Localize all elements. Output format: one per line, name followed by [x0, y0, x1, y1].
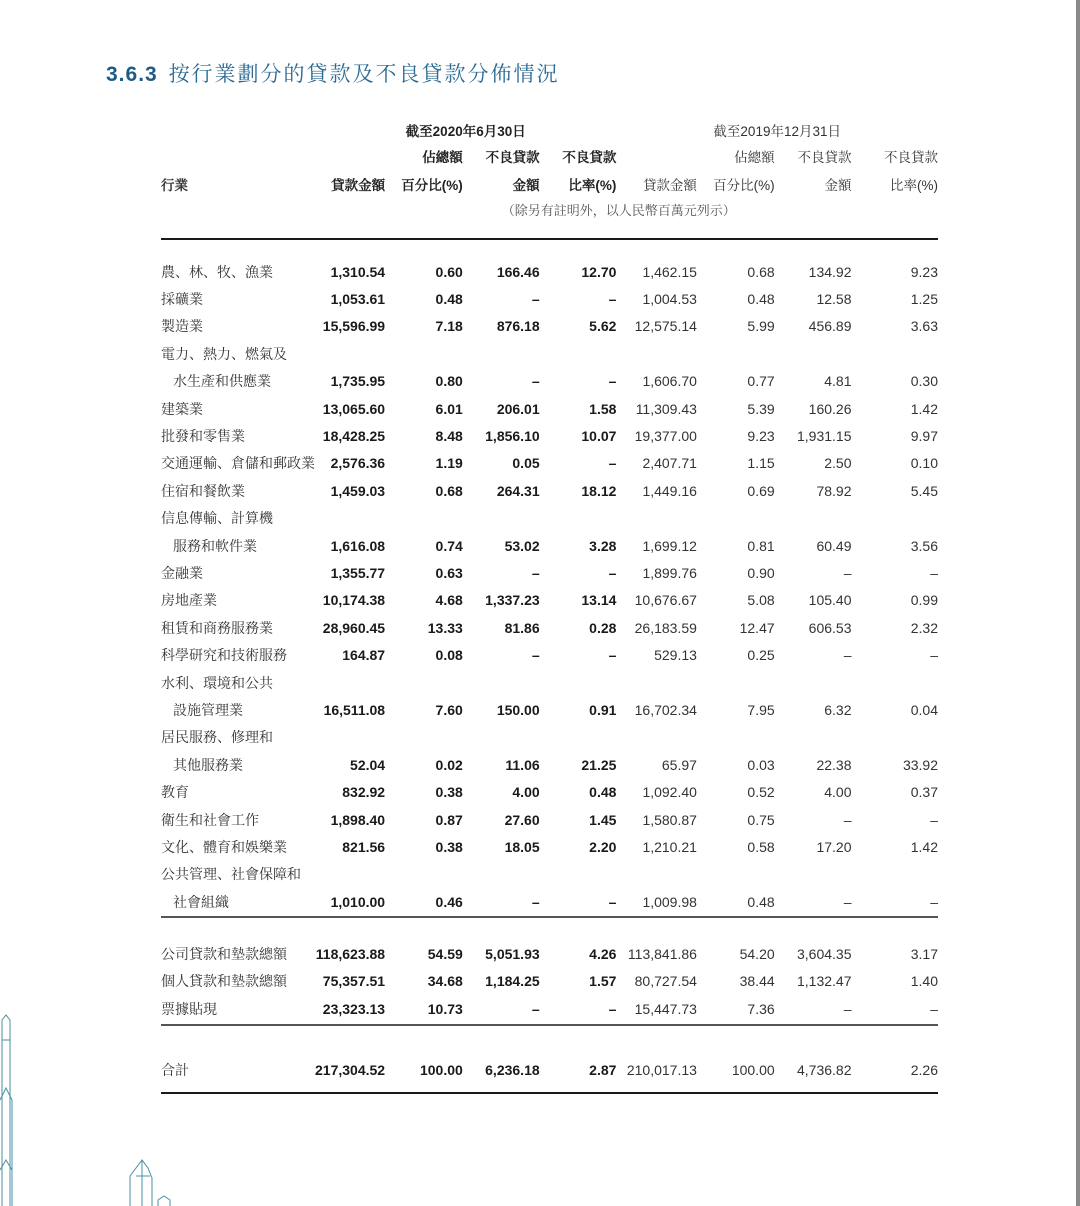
- current-pct-of-total: 0.80: [435, 373, 463, 390]
- previous-npl-ratio: 1.42: [910, 838, 938, 855]
- previous-npl-ratio: 3.17: [910, 946, 938, 963]
- table-row-label-line: [161, 861, 938, 888]
- previous-pct-of-total: 54.20: [739, 946, 775, 963]
- previous-npl-ratio: 0.37: [910, 784, 938, 801]
- current-pct-of-total: 0.74: [435, 537, 463, 554]
- current-npl-amount: 4.00: [512, 784, 540, 801]
- table-row: [161, 285, 938, 312]
- current-npl-ratio: 4.26: [589, 946, 617, 963]
- table-row: [161, 313, 938, 340]
- previous-npl-ratio: –: [930, 647, 938, 664]
- header-npl-ratio-line2-prev: 比率(%): [890, 178, 938, 193]
- previous-npl-ratio: 9.97: [910, 428, 938, 445]
- industry-label: 建築業: [161, 400, 203, 417]
- header-npl-amount-line2-prev: 金額: [824, 178, 852, 193]
- previous-npl-ratio: 0.30: [910, 373, 938, 390]
- table-row: [161, 751, 938, 778]
- previous-pct-of-total: 100.00: [731, 1061, 775, 1078]
- industry-label: 設施管理業: [173, 701, 243, 718]
- previous-loan-amount: 65.97: [661, 756, 697, 773]
- previous-pct-of-total: 0.25: [747, 647, 775, 664]
- industry-label: 科學研究和技術服務: [161, 647, 287, 664]
- current-loan-amount: 10,174.38: [322, 592, 386, 609]
- current-loan-amount: 1,616.08: [330, 537, 386, 554]
- current-npl-amount: 18.05: [504, 838, 540, 855]
- industry-label: 批發和零售業: [161, 428, 245, 445]
- current-pct-of-total: 0.63: [435, 564, 463, 581]
- table-row: [161, 395, 938, 422]
- current-loan-amount: 28,960.45: [322, 619, 386, 636]
- previous-npl-amount: 3,604.35: [797, 946, 852, 963]
- previous-npl-amount: 2.50: [824, 455, 852, 472]
- current-npl-ratio: 0.91: [589, 701, 617, 718]
- previous-pct-of-total: 0.48: [747, 291, 775, 308]
- current-loan-amount: 118,623.88: [315, 946, 386, 963]
- industry-label: 租賃和商務服務業: [161, 619, 273, 636]
- previous-npl-amount: 6.32: [824, 701, 852, 718]
- previous-npl-amount: –: [843, 647, 852, 664]
- previous-pct-of-total: 0.81: [747, 537, 775, 554]
- current-npl-amount: 150.00: [496, 701, 540, 718]
- table-row: [161, 833, 938, 860]
- current-npl-ratio: –: [608, 1000, 617, 1017]
- previous-loan-amount: 210,017.13: [626, 1061, 697, 1078]
- table-row: [161, 1056, 938, 1084]
- industry-label: 文化、體育和娛樂業: [161, 838, 287, 855]
- previous-loan-amount: 16,702.34: [634, 701, 697, 718]
- current-pct-of-total: 7.18: [435, 318, 463, 335]
- current-npl-ratio: 2.20: [589, 838, 617, 855]
- current-npl-amount: 6,236.18: [485, 1061, 540, 1078]
- previous-loan-amount: 113,841.86: [627, 946, 697, 963]
- previous-npl-amount: 160.26: [808, 400, 852, 417]
- table-row: [161, 532, 938, 559]
- header-pct-line1: 佔總額: [422, 150, 463, 165]
- section-gap: [161, 917, 938, 940]
- current-npl-ratio: 0.28: [589, 619, 617, 636]
- previous-loan-amount: 19,377.00: [634, 428, 697, 445]
- industry-label: 合計: [161, 1061, 189, 1078]
- current-loan-amount: 2,576.36: [330, 455, 386, 472]
- industry-loan-table: [161, 118, 938, 1094]
- current-pct-of-total: 0.38: [435, 838, 463, 855]
- industry-label: 居民服務、修理和: [161, 729, 273, 746]
- industry-label: 社會組織: [173, 893, 229, 910]
- previous-loan-amount: 12,575.14: [634, 318, 697, 335]
- previous-pct-of-total: 1.15: [747, 455, 775, 472]
- previous-pct-of-total: 7.36: [747, 1000, 775, 1017]
- previous-npl-amount: 1,931.15: [797, 428, 852, 445]
- current-npl-ratio: 1.58: [589, 400, 617, 417]
- industry-label: 教育: [161, 784, 189, 801]
- header-npl-amount-line1-prev: 不良貸款: [797, 150, 852, 165]
- previous-npl-amount: 105.40: [808, 592, 852, 609]
- current-loan-amount: 832.92: [342, 784, 386, 801]
- current-pct-of-total: 0.48: [435, 291, 463, 308]
- previous-pct-of-total: 7.95: [747, 701, 775, 718]
- previous-npl-ratio: 9.23: [910, 263, 938, 280]
- previous-pct-of-total: 5.08: [747, 592, 775, 609]
- previous-pct-of-total: 0.52: [747, 784, 775, 801]
- section-number: 3.6.3: [106, 63, 158, 86]
- current-pct-of-total: 0.46: [435, 893, 463, 910]
- previous-npl-amount: 606.53: [808, 619, 852, 636]
- previous-pct-of-total: 0.68: [747, 263, 775, 280]
- table-row: [161, 641, 938, 668]
- current-pct-of-total: 0.68: [435, 482, 463, 499]
- period-previous: 截至2019年12月31日: [713, 124, 841, 139]
- industry-label: 個人貸款和墊款總額: [161, 973, 287, 990]
- previous-pct-of-total: 0.58: [747, 838, 775, 855]
- previous-npl-amount: –: [843, 564, 852, 581]
- current-pct-of-total: 8.48: [435, 428, 463, 445]
- current-npl-ratio: 2.87: [589, 1061, 617, 1078]
- header-npl-ratio-line1: 不良貸款: [562, 150, 617, 165]
- current-loan-amount: 821.56: [342, 838, 386, 855]
- previous-npl-ratio: 0.10: [910, 455, 938, 472]
- current-npl-ratio: –: [608, 893, 617, 910]
- table-row: [161, 559, 938, 586]
- previous-pct-of-total: 12.47: [739, 619, 775, 636]
- previous-loan-amount: 1,580.87: [642, 811, 697, 828]
- previous-npl-amount: 78.92: [816, 482, 852, 499]
- table-row-label-line: [161, 340, 938, 367]
- industry-label: 公司貸款和墊款總額: [161, 946, 287, 963]
- industry-label: 其他服務業: [173, 756, 243, 773]
- previous-loan-amount: 1,449.16: [642, 482, 697, 499]
- current-loan-amount: 16,511.08: [323, 701, 386, 718]
- previous-loan-amount: 1,092.40: [642, 784, 697, 801]
- previous-pct-of-total: 0.77: [747, 373, 775, 390]
- previous-npl-ratio: 1.25: [910, 291, 938, 308]
- previous-npl-ratio: 3.56: [910, 537, 938, 554]
- previous-loan-amount: 1,606.70: [642, 373, 697, 390]
- previous-npl-amount: –: [843, 893, 852, 910]
- previous-npl-ratio: 33.92: [902, 756, 938, 773]
- current-pct-of-total: 10.73: [427, 1000, 463, 1017]
- table-row-label-line: [161, 724, 938, 751]
- current-pct-of-total: 4.68: [435, 592, 463, 609]
- previous-npl-ratio: 1.42: [910, 400, 938, 417]
- previous-pct-of-total: 0.75: [747, 811, 775, 828]
- current-npl-ratio: 13.14: [581, 592, 617, 609]
- header-industry: 行業: [161, 178, 188, 193]
- previous-pct-of-total: 0.69: [747, 482, 775, 499]
- industry-label: 農、林、牧、漁業: [161, 263, 273, 280]
- previous-pct-of-total: 38.44: [739, 973, 775, 990]
- current-npl-ratio: 1.45: [589, 811, 617, 828]
- table-row: [161, 968, 938, 995]
- current-npl-ratio: 3.28: [589, 537, 617, 554]
- previous-pct-of-total: 0.03: [747, 756, 775, 773]
- previous-loan-amount: 529.13: [654, 647, 697, 664]
- table-body: [161, 239, 938, 1093]
- current-pct-of-total: 54.59: [427, 946, 463, 963]
- current-npl-ratio: –: [608, 564, 617, 581]
- header-loan-amount-prev: 貸款金額: [642, 178, 697, 193]
- current-npl-ratio: –: [608, 647, 617, 664]
- industry-label: 製造業: [161, 318, 203, 335]
- previous-loan-amount: 1,462.15: [642, 263, 697, 280]
- current-npl-amount: –: [531, 1000, 540, 1017]
- current-npl-amount: 11.06: [505, 756, 540, 773]
- current-loan-amount: 164.87: [342, 647, 386, 664]
- previous-loan-amount: 1,009.98: [642, 893, 697, 910]
- industry-label: 水利、環境和公共: [161, 674, 273, 691]
- header-loan-amount: 貸款金額: [331, 178, 386, 193]
- previous-pct-of-total: 5.39: [747, 400, 775, 417]
- previous-pct-of-total: 0.48: [747, 893, 775, 910]
- current-npl-amount: –: [531, 647, 540, 664]
- current-npl-ratio: –: [608, 455, 617, 472]
- industry-label: 電力、熱力、燃氣及: [161, 345, 287, 362]
- table-row: [161, 368, 938, 395]
- current-npl-amount: –: [531, 291, 540, 308]
- previous-npl-amount: 4.00: [824, 784, 852, 801]
- current-loan-amount: 1,898.40: [330, 811, 386, 828]
- current-pct-of-total: 0.38: [435, 784, 463, 801]
- previous-loan-amount: 1,699.12: [642, 537, 697, 554]
- current-npl-amount: –: [531, 373, 540, 390]
- table-row: [161, 614, 938, 641]
- table-row: [161, 450, 938, 477]
- current-npl-amount: 1,337.23: [485, 592, 540, 609]
- industry-label: 採礦業: [161, 291, 203, 308]
- current-pct-of-total: 1.19: [435, 455, 463, 472]
- previous-npl-amount: 12.58: [816, 291, 852, 308]
- current-loan-amount: 1,310.54: [330, 263, 386, 280]
- industry-label: 交通運輸、倉儲和郵政業: [161, 455, 315, 472]
- previous-npl-ratio: –: [930, 811, 938, 828]
- previous-npl-ratio: –: [930, 1000, 938, 1017]
- table-row: [161, 422, 938, 449]
- table-row-label-line: [161, 505, 938, 532]
- building-illustration-icon: [0, 1000, 200, 1206]
- previous-npl-ratio: 0.04: [910, 701, 938, 718]
- industry-label: 房地產業: [161, 592, 217, 609]
- table-row: [161, 477, 938, 504]
- current-npl-ratio: 12.70: [581, 263, 617, 280]
- total-rule: [161, 1084, 938, 1093]
- current-loan-amount: 52.04: [350, 756, 386, 773]
- current-npl-amount: 27.60: [504, 811, 540, 828]
- current-npl-ratio: –: [608, 373, 617, 390]
- current-npl-amount: 1,184.25: [485, 973, 540, 990]
- previous-npl-amount: 17.20: [816, 838, 852, 855]
- current-npl-ratio: 21.25: [581, 756, 617, 773]
- table-row: [161, 806, 938, 833]
- previous-loan-amount: 1,899.76: [642, 564, 697, 581]
- current-npl-amount: 206.01: [496, 400, 540, 417]
- header-pct-line2-prev: 百分比(%): [713, 178, 775, 193]
- previous-loan-amount: 15,447.73: [634, 1000, 697, 1017]
- current-npl-ratio: 10.07: [581, 428, 617, 445]
- previous-npl-amount: 456.89: [808, 318, 852, 335]
- current-loan-amount: 1,010.00: [330, 893, 386, 910]
- current-loan-amount: 15,596.99: [322, 318, 386, 335]
- current-pct-of-total: 100.00: [419, 1061, 463, 1078]
- current-npl-amount: 264.31: [496, 482, 540, 499]
- current-pct-of-total: 13.33: [427, 619, 463, 636]
- header-pct-line2: 百分比(%): [401, 178, 463, 193]
- current-loan-amount: 217,304.52: [315, 1061, 386, 1078]
- industry-label: 住宿和餐飲業: [161, 482, 245, 499]
- previous-npl-amount: 1,132.47: [797, 973, 852, 990]
- current-loan-amount: 1,053.61: [330, 291, 386, 308]
- previous-loan-amount: 80,727.54: [634, 973, 697, 990]
- current-pct-of-total: 34.68: [427, 973, 463, 990]
- current-loan-amount: 18,428.25: [322, 428, 386, 445]
- industry-label: 金融業: [161, 564, 203, 581]
- previous-npl-ratio: –: [930, 564, 938, 581]
- current-loan-amount: 23,323.13: [322, 1000, 386, 1017]
- header-rule: [161, 220, 938, 239]
- current-npl-amount: 166.46: [496, 263, 540, 280]
- header-npl-ratio-line2: 比率(%): [568, 178, 617, 193]
- previous-pct-of-total: 0.90: [747, 564, 775, 581]
- header-npl-ratio-line1-prev: 不良貸款: [884, 150, 938, 165]
- previous-npl-amount: –: [843, 1000, 852, 1017]
- current-npl-amount: 876.18: [496, 318, 540, 335]
- section-title-text: 按行業劃分的貸款及不良貸款分佈情況: [168, 63, 560, 86]
- current-npl-ratio: 0.48: [589, 784, 617, 801]
- header-pct-line1-prev: 佔總額: [734, 150, 775, 165]
- previous-npl-amount: 22.38: [816, 756, 852, 773]
- previous-npl-ratio: 5.45: [910, 482, 938, 499]
- current-npl-ratio: 5.62: [589, 318, 617, 335]
- current-pct-of-total: 6.01: [435, 400, 463, 417]
- period-current: 截至2020年6月30日: [405, 124, 526, 139]
- previous-npl-ratio: 0.99: [910, 592, 938, 609]
- table-row: [161, 778, 938, 805]
- current-pct-of-total: 0.60: [435, 263, 463, 280]
- industry-label: 水生產和供應業: [173, 373, 271, 390]
- previous-loan-amount: 11,309.43: [635, 400, 697, 417]
- current-loan-amount: 13,065.60: [322, 400, 386, 417]
- previous-npl-ratio: 1.40: [910, 973, 938, 990]
- table-row-label-line: [161, 669, 938, 696]
- industry-label: 公共管理、社會保障和: [161, 866, 301, 883]
- previous-npl-amount: 4.81: [824, 373, 852, 390]
- current-npl-amount: –: [531, 893, 540, 910]
- current-npl-amount: 53.02: [504, 537, 540, 554]
- industry-label: 信息傳輸、計算機: [161, 510, 273, 527]
- previous-loan-amount: 1,210.21: [642, 838, 697, 855]
- industry-label: 衛生和社會工作: [161, 811, 259, 828]
- current-loan-amount: 75,357.51: [322, 973, 386, 990]
- industry-label: 票據貼現: [161, 1000, 217, 1017]
- header-npl-amount-line1: 不良貸款: [485, 150, 540, 165]
- current-loan-amount: 1,459.03: [330, 482, 386, 499]
- previous-pct-of-total: 9.23: [747, 428, 775, 445]
- current-npl-ratio: 1.57: [589, 973, 617, 990]
- previous-npl-amount: –: [843, 811, 852, 828]
- current-npl-amount: 1,856.10: [485, 428, 540, 445]
- table-row: [161, 940, 938, 967]
- current-loan-amount: 1,355.77: [330, 564, 386, 581]
- page-edge-bar: [1076, 0, 1080, 1206]
- previous-loan-amount: 1,004.53: [642, 291, 697, 308]
- previous-loan-amount: 10,676.67: [634, 592, 697, 609]
- current-npl-amount: 5,051.93: [485, 946, 540, 963]
- previous-npl-amount: 60.49: [816, 537, 852, 554]
- industry-label: 服務和軟件業: [173, 537, 257, 554]
- previous-npl-amount: 134.92: [808, 263, 852, 280]
- table-row: [161, 888, 938, 915]
- section-gap: [161, 1025, 938, 1056]
- current-pct-of-total: 0.08: [435, 647, 463, 664]
- current-pct-of-total: 0.02: [435, 756, 463, 773]
- current-pct-of-total: 0.87: [435, 811, 463, 828]
- section-title: [106, 58, 560, 88]
- previous-pct-of-total: 5.99: [747, 318, 775, 335]
- table-row: [161, 258, 938, 285]
- current-npl-amount: –: [531, 564, 540, 581]
- previous-npl-ratio: 2.26: [910, 1061, 938, 1078]
- current-npl-ratio: 18.12: [581, 482, 617, 499]
- table-row: [161, 587, 938, 614]
- current-loan-amount: 1,735.95: [330, 373, 386, 390]
- current-npl-ratio: –: [608, 291, 617, 308]
- previous-npl-ratio: –: [930, 893, 938, 910]
- previous-npl-amount: 4,736.82: [797, 1061, 852, 1078]
- table-row: [161, 696, 938, 723]
- current-npl-amount: 81.86: [504, 619, 540, 636]
- header-npl-amount-line2: 金額: [512, 178, 540, 193]
- current-pct-of-total: 7.60: [435, 701, 463, 718]
- unit-note: （除另有註明外，以人民幣百萬元列示）: [501, 202, 736, 218]
- previous-loan-amount: 2,407.71: [642, 455, 697, 472]
- current-npl-amount: 0.05: [512, 455, 540, 472]
- previous-npl-ratio: 2.32: [910, 619, 938, 636]
- table-row: [161, 995, 938, 1022]
- previous-npl-ratio: 3.63: [910, 318, 938, 335]
- previous-loan-amount: 26,183.59: [634, 619, 697, 636]
